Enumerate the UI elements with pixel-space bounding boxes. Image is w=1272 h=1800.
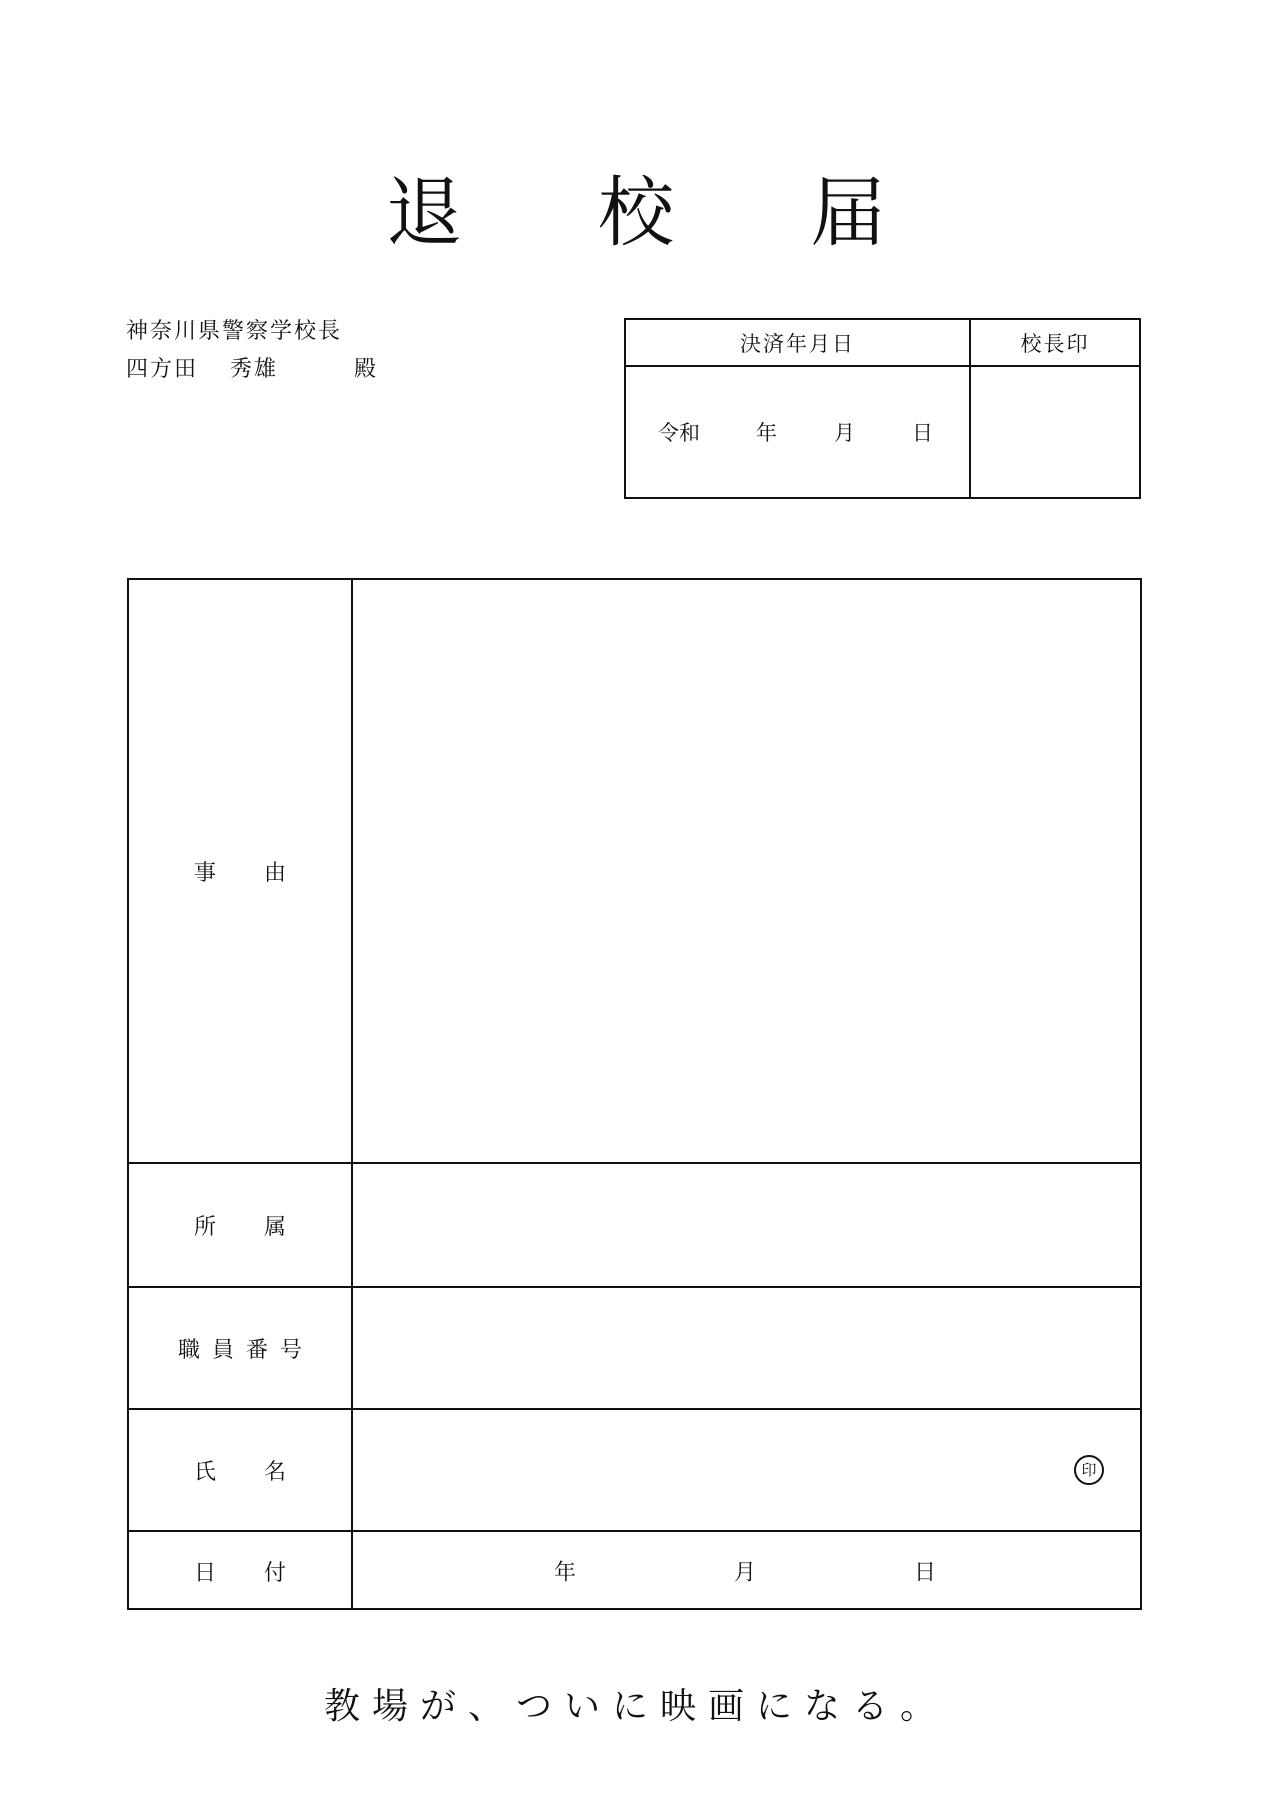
approval-year-unit: 年 [756,421,777,445]
approval-month-unit: 月 [834,421,855,445]
addressee-organization: 神奈川県警察学校長 [126,319,343,344]
title-char-3: 届 [810,168,886,257]
principal-seal-field[interactable] [971,367,1139,497]
date-year-unit: 年 [554,1560,577,1586]
movie-tagline: 教場が、ついに映画になる。 [323,1686,948,1727]
addressee-name-line [126,351,378,389]
approval-era: 令和 [658,421,700,445]
principal-seal-header: 校長印 [1020,331,1090,356]
name-label [129,1410,351,1530]
reason-field[interactable] [353,580,1140,1162]
name-field[interactable] [353,1410,1140,1530]
withdrawal-form-table [127,578,1142,1610]
addressee-block [126,313,378,389]
date-field[interactable] [353,1532,1140,1610]
date-label [129,1532,351,1610]
affiliation-label-text: 所属 [193,1214,334,1240]
reason-label [129,580,351,1162]
staff-number-label-text: 職員番号 [177,1337,314,1363]
name-label-text: 氏名 [193,1459,334,1485]
addressee-honorific: 殿 [354,357,379,382]
title-char-2: 校 [598,168,674,257]
date-label-text: 日付 [193,1560,334,1586]
addressee-surname: 四方田 [126,357,199,382]
staff-number-field[interactable] [353,1288,1140,1408]
affiliation-label [129,1164,351,1286]
title-char-1: 退 [386,168,462,257]
affiliation-field[interactable] [353,1164,1140,1286]
date-month-unit: 月 [734,1560,757,1586]
approval-box [624,318,1141,499]
approval-date-header: 決済年月日 [740,331,855,356]
approval-day-unit: 日 [912,421,933,445]
reason-label-text: 事由 [193,860,334,886]
addressee-given-name: 秀雄 [230,357,279,382]
staff-number-label [129,1288,351,1408]
approval-date-field[interactable] [626,367,969,497]
date-day-unit: 日 [914,1560,937,1586]
seal-mark-icon: 印 [1074,1455,1104,1485]
document-title [386,168,886,258]
